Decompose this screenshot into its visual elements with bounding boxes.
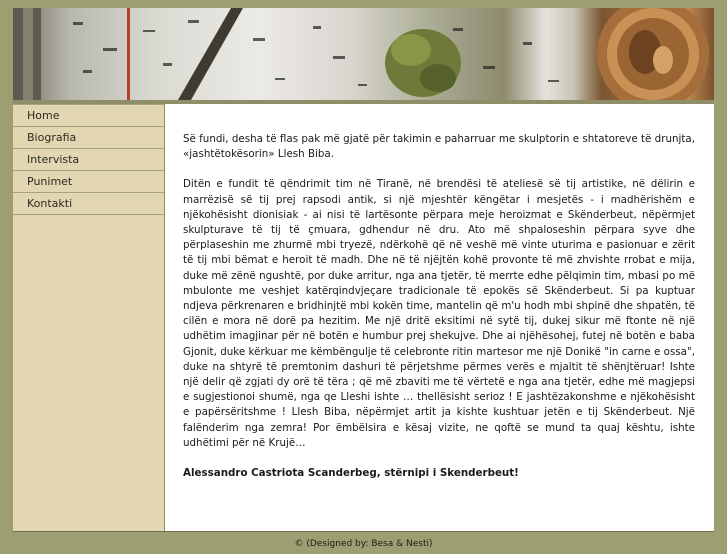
nav-item-intervista[interactable]: Intervista [13,149,164,171]
nav-item-biografia[interactable]: Biografia [13,127,164,149]
article-paragraph-intro: Së fundi, desha të flas pak më gjatë për takimin e paharruar me skulptorin e shtatoreve të drunjta, «jashtëtokësorin» Llesh Biba. [183,133,695,161]
nav-item-punimet[interactable]: Punimet [13,171,164,193]
page-footer [13,531,714,554]
header-banner [13,8,714,100]
banner-photo-collage [13,8,714,100]
article-paragraph-body: Ditën e fundit të qëndrimit tim në Tiranë, në brendësi të ateliesë së tij artistike, në dëlirin e marrëzisë së tij prej rapsodi antik, si një mjeshtër këngëtar i mesjetës - i madhërishëm e njëkohësisht dionisiak - ai nisi të lartësonte përpara meje heroizmat e Skënderbeut, nëpërmjet skulpturave të tij të çmuara, gdhendur në dru. Ato më shpaloseshin përpara syve dhe përplaseshin me zhurmë mbi tryezë, ndërkohë që në veshë më vinte uturima e pasionuar e zërit të tij mbi bëmat e heroit të madh. Dhe në të njëjtën kohë provonte të më zhvishte rrobat e mija, duke më zënë ngushtë, por duke arritur, nga ana tjetër, të merrte edhe pëlqimin tim, mbasi po më mbulonte me veshjet katërqindvjeçare tradicionale të epokës së Skënderbeut. Si pa kuptuar ndjeva përkrenaren e bridhinjtë mbi kokën time, mantelin që m'u hodh mbi shpinë dhe shpatën, të cilën e mora në dorë pa hezitim. Me një dritë eksitimi në sytë tij, dukej sikur më ftonte në një udhëtim imagjinar për në botën e humbur prej shekujve. Dhe ai njëhësohej, futej në botën e baba Gjonit, duke kërkuar me këmbëngulje të celebronte ritin martesor me një Donikë "in carne e ossa", duke na shtyrë të premtonim dashuri të përjetshme përmes verës e mjaltit të shënjtëruar! Ishte një delir që zgjati dy orë të tëra ; që më zbaviti me të vërtetë e nga ana tjetër, edhe më magjepsi e sugjestionoi shumë, nga qe Lleshi ishte … thellësisht serioz ! E jashtëzakonshme e njëkohësisht e papërsëritshme ! Llesh Biba, nëpërmjet artit ja kishte kushtuar jetën e tij Skënderbeut. Një falënderim nga zemra! Por ëmbëlsira e kësaj vizite, ne qoftë se mund ta quaj kështu, ishte udhëtimi për në Krujë… [183,178,695,449]
sidebar-nav [13,104,165,531]
article-text [183,132,695,496]
nav-item-home[interactable]: Home [13,104,164,127]
main-content [165,104,714,531]
article-signature: Alessandro Castriota Scanderbeg, stërnipi i Skenderbeut! [183,467,519,480]
page-frame [13,8,714,549]
footer-credit: © (Designed by: Besa & Nesti) [294,539,433,549]
nav-item-kontakti[interactable]: Kontakti [13,193,164,215]
